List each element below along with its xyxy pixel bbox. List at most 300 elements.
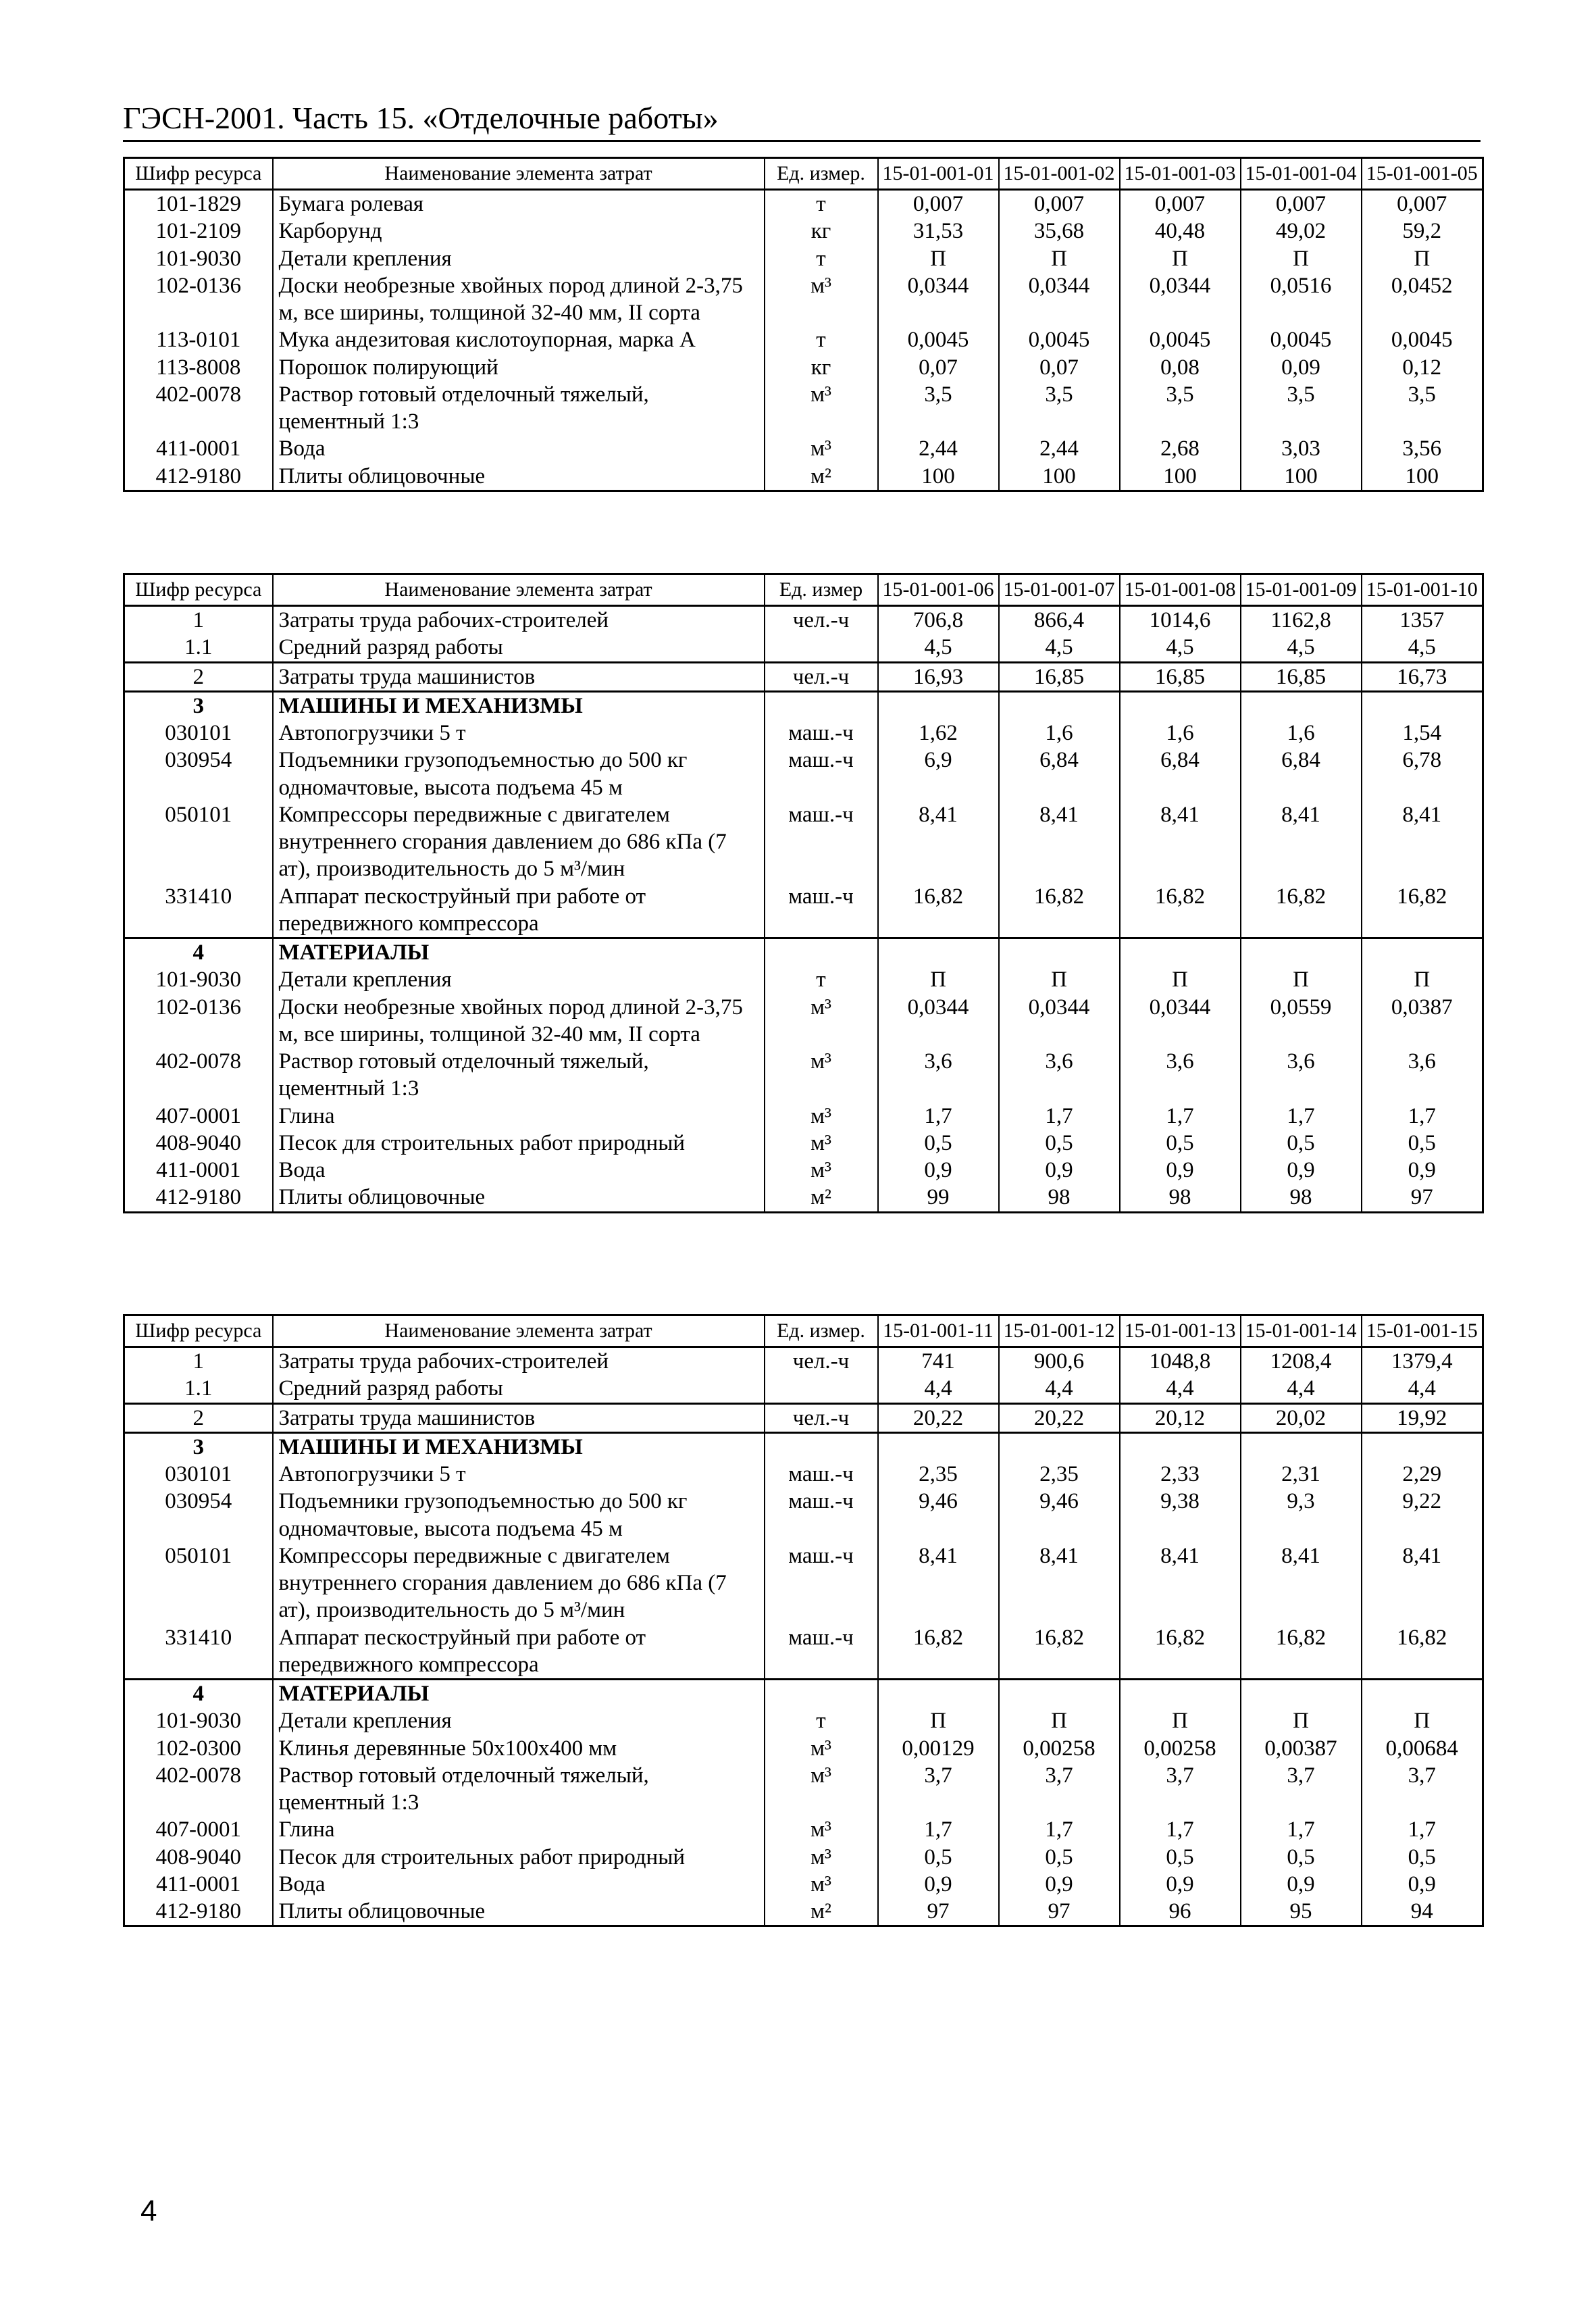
row-value: 16,82: [1241, 883, 1362, 938]
row-name: Затраты труда машинистов: [273, 1403, 765, 1432]
row-value: 100: [878, 463, 999, 491]
row-unit: чел.-ч: [765, 606, 878, 634]
row-name: Затраты труда рабочих-строителей: [273, 1347, 765, 1376]
row-value: 97: [878, 1898, 999, 1926]
table-row: [124, 938, 1483, 967]
row-value: 3,6: [1120, 1048, 1241, 1103]
row-value: 0,9: [1241, 1157, 1362, 1184]
table-row: [124, 1403, 1483, 1432]
row-value: 0,9: [878, 1871, 999, 1898]
row-unit: [765, 1680, 878, 1708]
row-value: 1379,4: [1362, 1347, 1483, 1376]
row-value: [1120, 1432, 1241, 1461]
table-row: [124, 1898, 1483, 1926]
row-value: П: [1120, 966, 1241, 993]
row-code: 030954: [124, 1488, 273, 1542]
row-value: 3,7: [878, 1762, 999, 1817]
row-code: 411-0001: [124, 1871, 273, 1898]
row-value: [1241, 691, 1362, 720]
row-value: 1,7: [1362, 1816, 1483, 1843]
table-row: [124, 1816, 1483, 1843]
row-code: 402-0078: [124, 381, 273, 436]
row-value: 2,44: [999, 435, 1120, 462]
row-code: 1: [124, 1347, 273, 1376]
row-code: 102-0136: [124, 994, 273, 1049]
row-value: 1014,6: [1120, 606, 1241, 634]
row-name: Подъемники грузоподъемностью до 500 кг одномачтовые, высота подъема 45 м: [273, 747, 765, 801]
row-value: 1,6: [1120, 720, 1241, 747]
header-norm-code: 15-01-001-02: [999, 158, 1120, 190]
row-name: Вода: [273, 1157, 765, 1184]
row-unit: чел.-ч: [765, 662, 878, 691]
row-value: 0,5: [1120, 1130, 1241, 1157]
table-row: [124, 1432, 1483, 1461]
row-value: 35,68: [999, 218, 1120, 245]
row-value: 1357: [1362, 606, 1483, 634]
row-value: 96: [1120, 1898, 1241, 1926]
row-unit: маш.-ч: [765, 747, 878, 801]
table-row: [124, 1680, 1483, 1708]
row-name: Компрессоры передвижные с двигателем внутреннего сгорания давлением до 686 кПа (7 ат), производительность до 5 м³/мин: [273, 801, 765, 883]
row-name: Бумага ролевая: [273, 190, 765, 218]
row-unit: м³: [765, 1130, 878, 1157]
table-header-row: [124, 1315, 1483, 1347]
row-value: [1241, 938, 1362, 967]
table-row: [124, 883, 1483, 938]
row-value: 0,0387: [1362, 994, 1483, 1049]
row-value: [878, 691, 999, 720]
row-value: [1362, 691, 1483, 720]
row-value: П: [999, 966, 1120, 993]
row-unit: [765, 1432, 878, 1461]
row-value: 0,00129: [878, 1735, 999, 1762]
row-value: 0,0344: [878, 994, 999, 1049]
row-code: 402-0078: [124, 1048, 273, 1103]
row-name: Вода: [273, 1871, 765, 1898]
table-row: [124, 218, 1483, 245]
row-value: 9,3: [1241, 1488, 1362, 1542]
row-code: 030101: [124, 720, 273, 747]
row-value: 0,0452: [1362, 272, 1483, 327]
row-value: 94: [1362, 1898, 1483, 1926]
row-value: 2,35: [878, 1461, 999, 1488]
row-value: 8,41: [1362, 1542, 1483, 1624]
row-value: П: [1241, 245, 1362, 272]
row-value: 100: [1362, 463, 1483, 491]
row-value: 16,82: [1241, 1624, 1362, 1680]
row-name: Карборунд: [273, 218, 765, 245]
table-row: [124, 1461, 1483, 1488]
row-code: 3: [124, 691, 273, 720]
row-value: 99: [878, 1184, 999, 1212]
row-value: 0,9: [1120, 1871, 1241, 1898]
header-norm-code: 15-01-001-14: [1241, 1315, 1362, 1347]
row-name: МАТЕРИАЛЫ: [273, 1680, 765, 1708]
resource-table-2: [123, 573, 1484, 1213]
row-name: Доски необрезные хвойных пород длиной 2-3,75 м, все ширины, толщиной 32-40 мм, II сорта: [273, 272, 765, 327]
row-name: Вода: [273, 435, 765, 462]
row-value: 0,00387: [1241, 1735, 1362, 1762]
row-value: 59,2: [1362, 218, 1483, 245]
header-unit: Ед. измер.: [765, 1315, 878, 1347]
row-value: 31,53: [878, 218, 999, 245]
row-value: П: [1241, 1707, 1362, 1734]
header-code: Шифр ресурса: [124, 158, 273, 190]
row-code: 102-0136: [124, 272, 273, 327]
row-value: 20,22: [878, 1403, 999, 1432]
header-norm-code: 15-01-001-13: [1120, 1315, 1241, 1347]
row-value: 4,4: [878, 1375, 999, 1403]
row-value: П: [999, 1707, 1120, 1734]
row-value: [1120, 1680, 1241, 1708]
header-norm-code: 15-01-001-07: [999, 574, 1120, 606]
row-name: Раствор готовый отделочный тяжелый, цементный 1:3: [273, 1048, 765, 1103]
row-value: 16,85: [1241, 662, 1362, 691]
row-code: 050101: [124, 1542, 273, 1624]
row-value: 16,82: [999, 1624, 1120, 1680]
row-value: 3,5: [1120, 381, 1241, 436]
row-code: 1: [124, 606, 273, 634]
row-name: Автопогрузчики 5 т: [273, 1461, 765, 1488]
header-norm-code: 15-01-001-09: [1241, 574, 1362, 606]
table-row: [124, 1157, 1483, 1184]
row-value: 8,41: [1120, 1542, 1241, 1624]
row-unit: т: [765, 966, 878, 993]
row-value: 0,007: [999, 190, 1120, 218]
row-value: 0,00258: [999, 1735, 1120, 1762]
row-name: Плиты облицовочные: [273, 1184, 765, 1212]
row-value: 0,007: [1241, 190, 1362, 218]
row-name: Средний разряд работы: [273, 1375, 765, 1403]
row-name: Плиты облицовочные: [273, 1898, 765, 1926]
row-unit: м³: [765, 272, 878, 327]
row-code: 030954: [124, 747, 273, 801]
row-value: 0,5: [1120, 1844, 1241, 1871]
row-unit: м³: [765, 1844, 878, 1871]
table-row: [124, 190, 1483, 218]
row-code: 331410: [124, 883, 273, 938]
row-name: Средний разряд работы: [273, 634, 765, 662]
row-unit: т: [765, 190, 878, 218]
row-value: 100: [1241, 463, 1362, 491]
row-value: 0,007: [1120, 190, 1241, 218]
row-value: [999, 938, 1120, 967]
row-value: 741: [878, 1347, 999, 1376]
row-value: П: [878, 245, 999, 272]
table-row: [124, 720, 1483, 747]
table-row: [124, 1184, 1483, 1212]
row-value: 4,5: [999, 634, 1120, 662]
row-value: 0,0516: [1241, 272, 1362, 327]
row-value: 0,07: [878, 354, 999, 381]
row-unit: м³: [765, 994, 878, 1049]
row-name: Глина: [273, 1816, 765, 1843]
table-row: [124, 435, 1483, 462]
row-code: 050101: [124, 801, 273, 883]
row-value: 2,29: [1362, 1461, 1483, 1488]
header-norm-code: 15-01-001-15: [1362, 1315, 1483, 1347]
row-value: 0,5: [878, 1844, 999, 1871]
row-code: 1.1: [124, 1375, 273, 1403]
row-unit: маш.-ч: [765, 720, 878, 747]
header-unit: Ед. измер.: [765, 158, 878, 190]
row-value: 0,9: [999, 1871, 1120, 1898]
table-row: [124, 691, 1483, 720]
row-value: П: [999, 245, 1120, 272]
row-value: 6,78: [1362, 747, 1483, 801]
row-value: 1,7: [1120, 1103, 1241, 1130]
row-code: 402-0078: [124, 1762, 273, 1817]
row-value: 0,0559: [1241, 994, 1362, 1049]
header-norm-code: 15-01-001-03: [1120, 158, 1241, 190]
row-unit: маш.-ч: [765, 1624, 878, 1680]
row-name: Мука андезитовая кислотоупорная, марка А: [273, 326, 765, 353]
row-value: [878, 1680, 999, 1708]
table-row: [124, 747, 1483, 801]
row-value: 3,5: [1241, 381, 1362, 436]
table-row: [124, 1347, 1483, 1376]
table-row: [124, 1762, 1483, 1817]
table-row: [124, 801, 1483, 883]
table-header-row: [124, 574, 1483, 606]
row-value: 0,5: [1362, 1130, 1483, 1157]
row-value: 3,56: [1362, 435, 1483, 462]
row-value: 16,93: [878, 662, 999, 691]
row-unit: кг: [765, 218, 878, 245]
row-value: 0,5: [1362, 1844, 1483, 1871]
row-value: [1241, 1432, 1362, 1461]
row-name: Детали крепления: [273, 1707, 765, 1734]
row-value: 8,41: [999, 1542, 1120, 1624]
table-row: [124, 662, 1483, 691]
row-value: 1,7: [1362, 1103, 1483, 1130]
row-value: 0,9: [1362, 1871, 1483, 1898]
row-unit: маш.-ч: [765, 801, 878, 883]
table-row: [124, 1624, 1483, 1680]
header-norm-code: 15-01-001-12: [999, 1315, 1120, 1347]
row-code: 101-2109: [124, 218, 273, 245]
row-value: 16,82: [1362, 1624, 1483, 1680]
row-name: Песок для строительных работ природный: [273, 1130, 765, 1157]
row-value: 1,62: [878, 720, 999, 747]
header-code: Шифр ресурса: [124, 1315, 273, 1347]
row-name: Клинья деревянные 50x100x400 мм: [273, 1735, 765, 1762]
row-name: МАШИНЫ И МЕХАНИЗМЫ: [273, 1432, 765, 1461]
row-name: Аппарат пескоструйный при работе от передвижного компрессора: [273, 883, 765, 938]
row-value: 0,9: [878, 1157, 999, 1184]
row-value: 706,8: [878, 606, 999, 634]
row-value: 3,5: [878, 381, 999, 436]
row-value: 0,9: [999, 1157, 1120, 1184]
row-value: 4,5: [878, 634, 999, 662]
table-row: [124, 354, 1483, 381]
row-unit: [765, 938, 878, 967]
row-value: 3,6: [1241, 1048, 1362, 1103]
header-norm-code: 15-01-001-01: [878, 158, 999, 190]
page-header: ГЭСН-2001. Часть 15. «Отделочные работы»: [123, 100, 1481, 142]
row-code: 2: [124, 662, 273, 691]
row-value: [1120, 691, 1241, 720]
row-value: П: [1120, 245, 1241, 272]
row-value: 1,7: [1241, 1103, 1362, 1130]
row-value: 98: [1120, 1184, 1241, 1212]
table-row: [124, 606, 1483, 634]
row-value: 0,5: [999, 1130, 1120, 1157]
row-value: 97: [1362, 1184, 1483, 1212]
resource-table-1: [123, 157, 1484, 492]
row-value: 4,5: [1241, 634, 1362, 662]
row-value: 0,0045: [1120, 326, 1241, 353]
page-number: 4: [140, 2194, 157, 2228]
row-value: 3,5: [1362, 381, 1483, 436]
row-name: Подъемники грузоподъемностью до 500 кг одномачтовые, высота подъема 45 м: [273, 1488, 765, 1542]
table-row: [124, 1844, 1483, 1871]
row-code: 331410: [124, 1624, 273, 1680]
row-value: 1,7: [878, 1816, 999, 1843]
row-name: Детали крепления: [273, 966, 765, 993]
row-unit: м³: [765, 1157, 878, 1184]
row-value: 16,82: [1362, 883, 1483, 938]
row-value: 0,0344: [999, 272, 1120, 327]
row-value: 16,85: [1120, 662, 1241, 691]
row-code: 408-9040: [124, 1844, 273, 1871]
row-value: 49,02: [1241, 218, 1362, 245]
row-unit: т: [765, 326, 878, 353]
row-name: МАТЕРИАЛЫ: [273, 938, 765, 967]
row-value: [999, 691, 1120, 720]
header-unit: Ед. измер: [765, 574, 878, 606]
row-value: 1,54: [1362, 720, 1483, 747]
row-value: 19,92: [1362, 1403, 1483, 1432]
row-value: 0,007: [1362, 190, 1483, 218]
row-code: 411-0001: [124, 1157, 273, 1184]
row-name: Затраты труда рабочих-строителей: [273, 606, 765, 634]
row-name: Доски необрезные хвойных пород длиной 2-3,75 м, все ширины, толщиной 32-40 мм, II сорта: [273, 994, 765, 1049]
table-row: [124, 994, 1483, 1049]
header-code: Шифр ресурса: [124, 574, 273, 606]
row-value: 16,85: [999, 662, 1120, 691]
row-name: Плиты облицовочные: [273, 463, 765, 491]
row-value: 100: [1120, 463, 1241, 491]
row-code: 407-0001: [124, 1816, 273, 1843]
row-name: Песок для строительных работ природный: [273, 1844, 765, 1871]
row-unit: маш.-ч: [765, 1461, 878, 1488]
row-value: 8,41: [878, 1542, 999, 1624]
row-value: 0,9: [1120, 1157, 1241, 1184]
row-value: [999, 1680, 1120, 1708]
row-unit: маш.-ч: [765, 1488, 878, 1542]
row-value: 6,84: [999, 747, 1120, 801]
row-value: П: [1362, 245, 1483, 272]
row-value: 8,41: [1120, 801, 1241, 883]
row-value: [878, 938, 999, 967]
row-value: 1,6: [1241, 720, 1362, 747]
row-value: 4,4: [1362, 1375, 1483, 1403]
row-value: 0,9: [1362, 1157, 1483, 1184]
row-code: 101-1829: [124, 190, 273, 218]
row-value: 6,84: [1120, 747, 1241, 801]
row-unit: м³: [765, 1762, 878, 1817]
row-value: 98: [999, 1184, 1120, 1212]
row-value: 4,5: [1362, 634, 1483, 662]
row-name: Глина: [273, 1103, 765, 1130]
row-code: 2: [124, 1403, 273, 1432]
table-row: [124, 1130, 1483, 1157]
header-norm-code: 15-01-001-11: [878, 1315, 999, 1347]
header-norm-code: 15-01-001-06: [878, 574, 999, 606]
row-value: 97: [999, 1898, 1120, 1926]
row-value: 1048,8: [1120, 1347, 1241, 1376]
row-unit: [765, 1375, 878, 1403]
row-value: 3,7: [1241, 1762, 1362, 1817]
row-value: 98: [1241, 1184, 1362, 1212]
row-code: 101-9030: [124, 1707, 273, 1734]
table-row: [124, 1735, 1483, 1762]
row-value: 3,7: [1362, 1762, 1483, 1817]
row-value: 0,0045: [999, 326, 1120, 353]
row-name: Порошок полирующий: [273, 354, 765, 381]
row-code: 412-9180: [124, 463, 273, 491]
row-unit: маш.-ч: [765, 1542, 878, 1624]
row-value: 0,5: [878, 1130, 999, 1157]
row-value: 0,12: [1362, 354, 1483, 381]
row-value: 4,4: [999, 1375, 1120, 1403]
table-row: [124, 634, 1483, 662]
row-value: 2,33: [1120, 1461, 1241, 1488]
row-value: 3,6: [999, 1048, 1120, 1103]
row-value: 0,00258: [1120, 1735, 1241, 1762]
row-unit: м³: [765, 1103, 878, 1130]
row-value: 8,41: [1241, 1542, 1362, 1624]
row-code: 102-0300: [124, 1735, 273, 1762]
row-value: 8,41: [1362, 801, 1483, 883]
row-code: 1.1: [124, 634, 273, 662]
row-value: 0,5: [1241, 1130, 1362, 1157]
row-value: 0,007: [878, 190, 999, 218]
row-value: 9,46: [999, 1488, 1120, 1542]
row-value: 1208,4: [1241, 1347, 1362, 1376]
row-value: 2,31: [1241, 1461, 1362, 1488]
row-value: 16,82: [878, 883, 999, 938]
row-value: [1362, 1680, 1483, 1708]
row-code: 4: [124, 938, 273, 967]
row-unit: т: [765, 245, 878, 272]
row-unit: м³: [765, 1048, 878, 1103]
table-row: [124, 1707, 1483, 1734]
row-value: 0,0344: [1120, 994, 1241, 1049]
row-value: 6,84: [1241, 747, 1362, 801]
row-code: 3: [124, 1432, 273, 1461]
header-name: Наименование элемента затрат: [273, 158, 765, 190]
table-row: [124, 1488, 1483, 1542]
header-norm-code: 15-01-001-08: [1120, 574, 1241, 606]
row-value: 20,02: [1241, 1403, 1362, 1432]
row-code: 4: [124, 1680, 273, 1708]
row-value: [1120, 938, 1241, 967]
row-unit: м³: [765, 1871, 878, 1898]
row-value: [1241, 1680, 1362, 1708]
row-value: 0,5: [999, 1844, 1120, 1871]
table-row: [124, 463, 1483, 491]
row-value: [1362, 938, 1483, 967]
row-name: Детали крепления: [273, 245, 765, 272]
row-name: Аппарат пескоструйный при работе от передвижного компрессора: [273, 1624, 765, 1680]
header-norm-code: 15-01-001-10: [1362, 574, 1483, 606]
row-code: 113-0101: [124, 326, 273, 353]
table-row: [124, 966, 1483, 993]
row-value: 16,82: [1120, 883, 1241, 938]
row-value: 1,7: [1120, 1816, 1241, 1843]
